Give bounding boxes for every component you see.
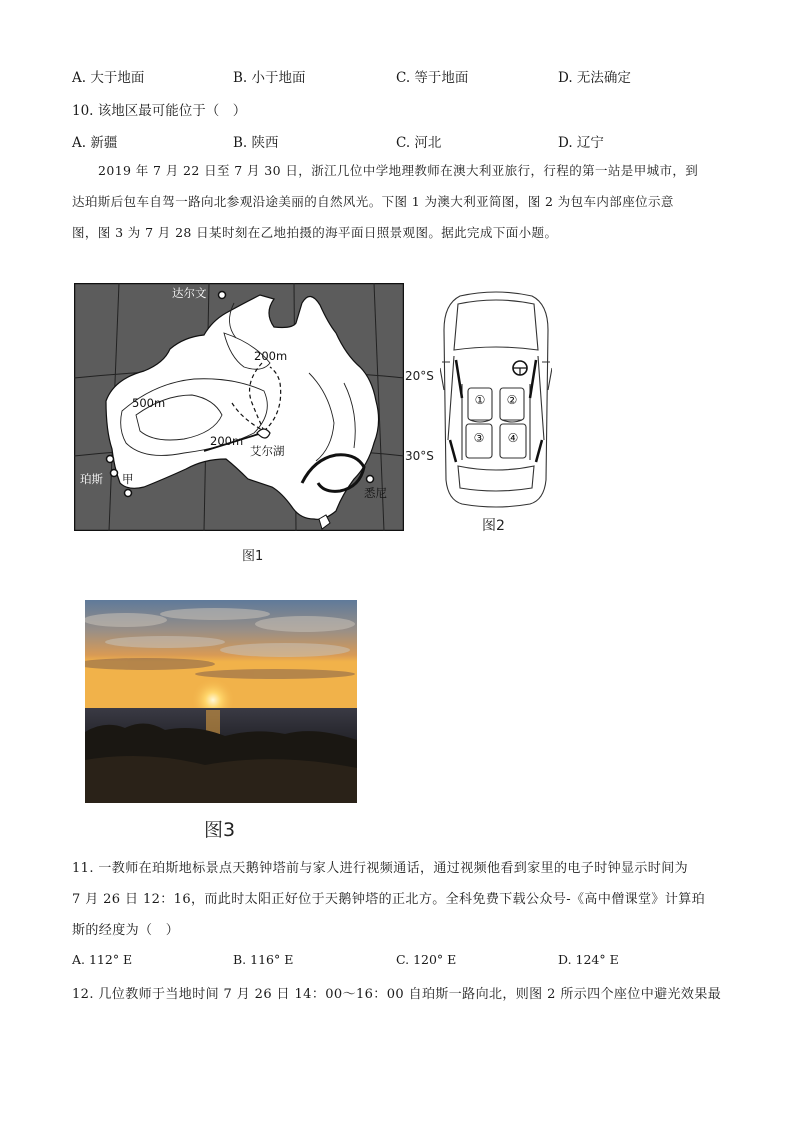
australia-map (74, 283, 404, 531)
seat-4: ④ (507, 431, 519, 445)
label-jia: 甲 (122, 472, 134, 486)
label-perth: 珀斯 (80, 472, 103, 486)
q9-option-b: B. 小于地面 (233, 70, 306, 86)
q11-option-b: B. 116° E (233, 952, 294, 967)
latitude-30s: 30°S (405, 449, 434, 463)
car-seat-diagram (440, 290, 552, 508)
sunset-photo (85, 600, 357, 803)
q11-option-d: D. 124° E (558, 952, 619, 967)
q9-option-c: C. 等于地面 (396, 70, 469, 86)
label-contour-200-center: 200m (210, 434, 244, 448)
jia-marker (125, 490, 132, 497)
q12-line-1: 12. 几位教师于当地时间 7 月 26 日 14：00～16：00 自珀斯一路向北，则图 2 所示四个座位中避光效果最 (72, 987, 722, 1002)
seat-3: ③ (473, 431, 485, 445)
q11-stem (72, 853, 732, 946)
q12-stem (72, 979, 732, 1010)
q10-option-c: C. 河北 (396, 135, 442, 151)
q10-option-d: D. 辽宁 (558, 135, 604, 151)
label-contour-200-north: 200m (254, 349, 288, 363)
intro-line-3: 图，图 3 为 7 月 28 日某时刻在乙地拍摄的海平面日照景观图。据此完成下面小题。 (72, 225, 558, 240)
figure3-caption: 图3 (204, 819, 236, 841)
label-darwin: 达尔文 (172, 286, 207, 300)
intro-paragraph (72, 155, 732, 248)
q11-line-2: 7 月 26 日 12：16，而此时太阳正好位于天鹅钟塔的正北方。全科免费下载公众号-《高中僧课堂》计算珀 (72, 892, 706, 907)
q11-line-1: 11. 一教师在珀斯地标景点天鹅钟塔前与家人进行视频通话，通过视频他看到家里的电子时钟显示时间为 (72, 861, 689, 876)
label-lake: 艾尔湖 (250, 444, 285, 458)
q10-stem: 10. 该地区最可能位于（ ） (72, 103, 247, 119)
intro-line-2: 达珀斯后包车自驾一路向北参观沿途美丽的自然风光。下图 1 为澳大利亚简图，图 2 为包车内部座位示意 (72, 194, 674, 209)
intro-line-1: 2019 年 7 月 22 日至 7 月 30 日，浙江几位中学地理教师在澳大利亚旅行，行程的第一站是甲城市，到 (98, 163, 699, 178)
seat-1: ① (474, 393, 486, 407)
figure2-caption: 图2 (482, 518, 505, 534)
label-sydney: 悉尼 (364, 486, 387, 500)
latitude-20s: 20°S (405, 369, 434, 383)
q11-option-c: C. 120° E (396, 952, 457, 967)
q11-line-3: 斯的经度为（ ） (72, 923, 180, 938)
darwin-marker (219, 292, 226, 299)
sydney-marker (367, 476, 374, 483)
q9-option-a: A. 大于地面 (72, 70, 145, 86)
q10-option-a: A. 新疆 (72, 135, 118, 151)
q11-option-a: A. 112° E (72, 952, 133, 967)
perth-marker (111, 470, 118, 477)
figure1-caption: 图1 (242, 549, 264, 564)
q10-option-b: B. 陕西 (233, 135, 279, 151)
label-contour-500: 500m (132, 396, 166, 410)
seat-2: ② (506, 393, 518, 407)
q9-option-d: D. 无法确定 (558, 70, 631, 86)
